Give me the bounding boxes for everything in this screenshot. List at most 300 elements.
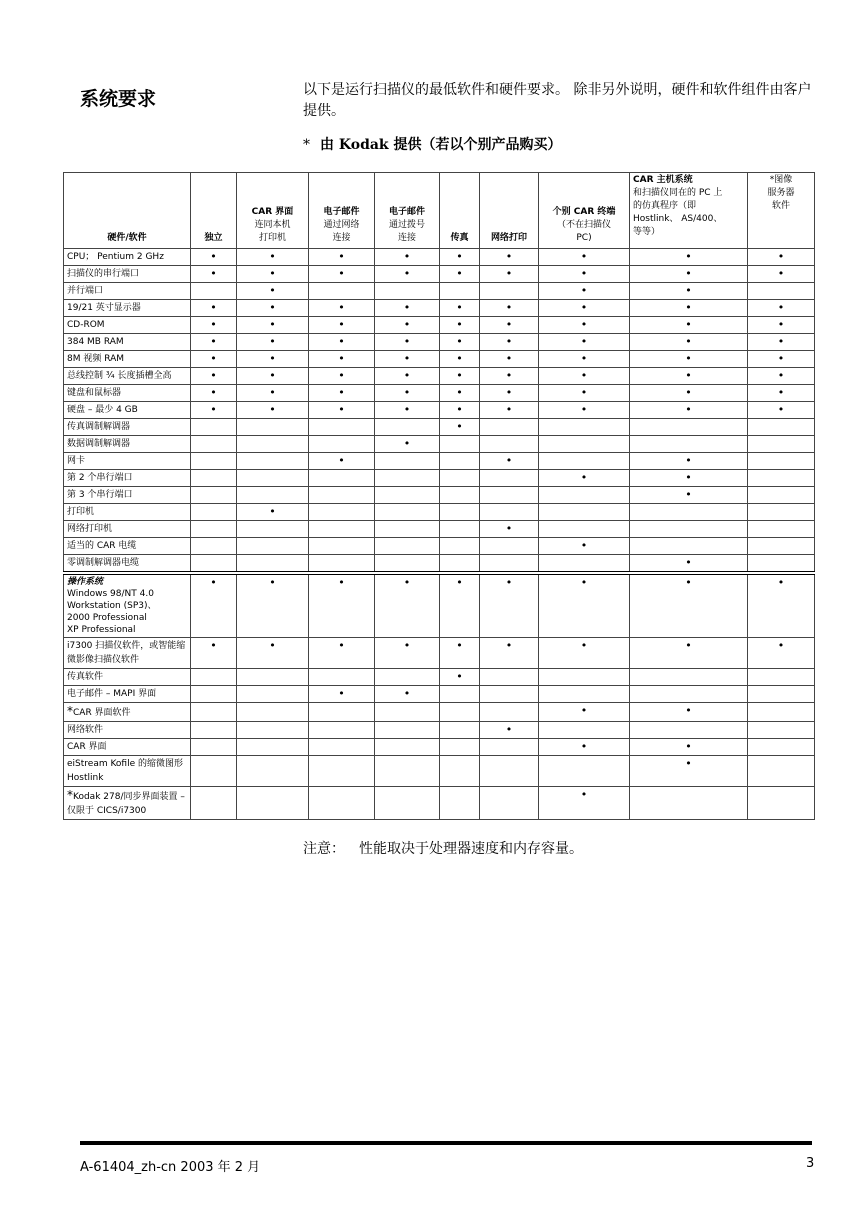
requirement-cell <box>480 368 539 385</box>
requirement-cell <box>309 351 375 368</box>
hardware-label: 传真调制解调器 <box>64 419 191 436</box>
bullet-mark: • <box>210 386 217 399</box>
requirement-cell <box>237 368 309 385</box>
requirement-cell <box>237 334 309 351</box>
requirement-cell <box>191 756 237 787</box>
requirement-cell <box>375 300 440 317</box>
requirement-cell <box>440 385 480 402</box>
bullet-mark: • <box>777 369 785 382</box>
hardware-row <box>64 249 815 266</box>
requirement-cell <box>237 722 309 739</box>
requirement-cell <box>480 334 539 351</box>
requirement-cell <box>539 249 630 266</box>
requirement-cell <box>375 283 440 300</box>
requirement-cell <box>237 300 309 317</box>
column-header-line: 网络打印 <box>490 233 527 243</box>
requirement-cell <box>539 351 630 368</box>
table-body <box>64 249 815 820</box>
software-label-text: CAR 界面 <box>67 742 107 752</box>
bullet-mark: • <box>685 704 692 717</box>
requirement-cell <box>480 686 539 703</box>
os-row <box>64 573 815 638</box>
hardware-row <box>64 385 815 402</box>
asterisk-mark: * <box>303 137 310 153</box>
requirement-cell <box>630 638 748 669</box>
bullet-mark: • <box>685 403 692 416</box>
column-header-line: 的仿真程序（即 <box>633 201 697 211</box>
requirement-cell <box>539 638 630 669</box>
column-header-line: 通过网络 <box>323 220 360 230</box>
bullet-mark: • <box>269 505 276 518</box>
requirement-cell <box>309 385 375 402</box>
bullet-mark: • <box>403 267 411 280</box>
requirement-cell <box>440 504 480 521</box>
os-title: 操作系统 <box>67 577 104 587</box>
requirement-cell <box>630 573 748 638</box>
requirement-cell <box>191 686 237 703</box>
os-line: Workstation (SP3)、 <box>67 601 157 611</box>
bullet-mark: • <box>269 352 276 365</box>
requirement-cell <box>191 555 237 574</box>
hardware-row <box>64 538 815 555</box>
requirement-cell <box>480 573 539 638</box>
bullet-mark: • <box>580 335 588 348</box>
note-text: 性能取决于处理器速度和内存容量。 <box>359 841 583 857</box>
requirement-cell <box>748 436 815 453</box>
hardware-label: 数据调制解调器 <box>64 436 191 453</box>
requirement-cell <box>237 453 309 470</box>
requirement-cell <box>748 638 815 669</box>
requirement-cell <box>440 453 480 470</box>
bullet-mark: • <box>685 488 692 501</box>
bullet-mark: • <box>580 639 588 652</box>
bullet-mark: • <box>403 250 411 263</box>
requirement-cell <box>440 351 480 368</box>
requirements-table <box>63 172 815 820</box>
bullet-mark: • <box>456 369 463 382</box>
bullet-mark: • <box>685 471 692 484</box>
bullet-mark: • <box>456 576 463 589</box>
software-label <box>64 669 191 686</box>
software-label <box>64 756 191 787</box>
requirement-cell <box>191 385 237 402</box>
bullet-mark: • <box>403 369 411 382</box>
requirement-cell <box>630 504 748 521</box>
column-header-line: 连同本机 <box>254 220 291 230</box>
requirement-cell <box>480 300 539 317</box>
requirement-cell <box>309 669 375 686</box>
requirement-cell <box>191 487 237 504</box>
requirement-cell <box>440 487 480 504</box>
bullet-mark: • <box>338 687 345 700</box>
requirement-cell <box>375 787 440 820</box>
bullet-mark: • <box>338 576 345 589</box>
requirement-cell <box>480 787 539 820</box>
requirement-cell <box>237 436 309 453</box>
requirement-cell <box>191 722 237 739</box>
column-header-0 <box>64 173 191 249</box>
requirement-cell <box>375 436 440 453</box>
requirement-cell <box>630 538 748 555</box>
requirement-cell <box>630 739 748 756</box>
asterisk-mark: * <box>67 788 73 802</box>
requirement-cell <box>539 722 630 739</box>
bullet-mark: • <box>580 539 588 552</box>
requirement-cell <box>539 756 630 787</box>
requirement-cell <box>539 739 630 756</box>
column-header-line: CAR 界面 <box>251 207 294 217</box>
hardware-row <box>64 402 815 419</box>
requirement-cell <box>539 521 630 538</box>
bullet-mark: • <box>403 335 411 348</box>
column-header-line: 独立 <box>204 233 223 243</box>
footer-page-number: 3 <box>806 1156 815 1171</box>
requirement-cell <box>309 419 375 436</box>
footer-rule <box>80 1141 812 1145</box>
software-label-text: 传真软件 <box>67 672 104 682</box>
asterisk-mark: * <box>67 704 73 718</box>
bullet-mark: • <box>338 454 345 467</box>
requirement-cell <box>237 638 309 669</box>
requirement-cell <box>539 419 630 436</box>
requirement-cell <box>480 487 539 504</box>
requirement-cell <box>539 453 630 470</box>
bullet-mark: • <box>580 267 588 280</box>
software-row <box>64 739 815 756</box>
requirement-cell <box>440 402 480 419</box>
software-row <box>64 638 815 669</box>
requirement-cell <box>237 385 309 402</box>
requirement-cell <box>748 555 815 574</box>
requirement-cell <box>440 283 480 300</box>
bullet-mark: • <box>777 267 785 280</box>
requirement-cell <box>237 521 309 538</box>
requirement-cell <box>191 368 237 385</box>
column-header-2 <box>237 173 309 249</box>
requirement-cell <box>748 787 815 820</box>
bullet-mark: • <box>685 757 692 770</box>
software-row <box>64 722 815 739</box>
kodak-supplied-text: 由 Kodak 提供（若以个别产品购买） <box>320 137 562 153</box>
requirement-cell <box>309 703 375 722</box>
requirement-cell <box>480 402 539 419</box>
requirement-cell <box>237 470 309 487</box>
bullet-mark: • <box>456 267 463 280</box>
requirement-cell <box>480 351 539 368</box>
requirement-cell <box>480 385 539 402</box>
requirement-cell <box>237 756 309 787</box>
requirement-cell <box>480 703 539 722</box>
requirement-cell <box>309 368 375 385</box>
requirement-cell <box>630 368 748 385</box>
requirement-cell <box>748 453 815 470</box>
requirement-cell <box>191 402 237 419</box>
requirement-cell <box>309 555 375 574</box>
hardware-row <box>64 266 815 283</box>
bullet-mark: • <box>269 386 276 399</box>
requirement-cell <box>748 504 815 521</box>
requirement-cell <box>440 266 480 283</box>
requirement-cell <box>630 470 748 487</box>
requirement-cell <box>539 300 630 317</box>
bullet-mark: • <box>685 386 692 399</box>
requirement-cell <box>440 317 480 334</box>
bullet-mark: • <box>580 369 588 382</box>
bullet-mark: • <box>580 352 588 365</box>
requirement-cell <box>440 756 480 787</box>
requirement-cell <box>480 756 539 787</box>
column-header-7 <box>539 173 630 249</box>
bullet-mark: • <box>210 267 217 280</box>
requirement-cell <box>630 402 748 419</box>
column-header-line: 服务器 <box>767 188 795 198</box>
bullet-mark: • <box>505 639 513 652</box>
requirement-cell <box>539 334 630 351</box>
software-label-text: eiStream Kofile 的缩微图形 Hostlink <box>67 759 183 783</box>
requirement-cell <box>309 453 375 470</box>
bullet-mark: • <box>777 576 785 589</box>
bullet-mark: • <box>685 639 692 652</box>
bullet-mark: • <box>338 403 345 416</box>
hardware-label: CD-ROM <box>64 317 191 334</box>
bullet-mark: • <box>269 576 276 589</box>
bullet-mark: • <box>456 420 463 433</box>
requirement-cell <box>630 521 748 538</box>
column-header-line: *图像 <box>769 175 793 185</box>
requirement-cell <box>440 555 480 574</box>
column-header-1 <box>191 173 237 249</box>
requirement-cell <box>375 334 440 351</box>
bullet-mark: • <box>580 471 588 484</box>
column-header-line: CAR 主机系统 <box>633 175 693 185</box>
column-header-line: PC) <box>576 233 592 243</box>
software-label <box>64 703 191 722</box>
software-label <box>64 638 191 669</box>
requirement-cell <box>237 739 309 756</box>
hardware-label: 网络打印机 <box>64 521 191 538</box>
requirement-cell <box>375 722 440 739</box>
requirement-cell <box>375 739 440 756</box>
requirement-cell <box>309 787 375 820</box>
requirement-cell <box>440 686 480 703</box>
requirement-cell <box>375 249 440 266</box>
requirement-cell <box>539 538 630 555</box>
requirement-cell <box>539 402 630 419</box>
requirement-cell <box>480 283 539 300</box>
requirement-cell <box>191 573 237 638</box>
bullet-mark: • <box>456 670 463 683</box>
requirement-cell <box>440 300 480 317</box>
requirement-cell <box>539 787 630 820</box>
requirement-cell <box>237 669 309 686</box>
requirement-cell <box>375 555 440 574</box>
column-header-line: 打印机 <box>258 233 286 243</box>
requirement-cell <box>375 317 440 334</box>
requirement-cell <box>748 351 815 368</box>
requirement-cell <box>309 573 375 638</box>
bullet-mark: • <box>505 335 513 348</box>
os-label <box>64 573 191 638</box>
bullet-mark: • <box>777 639 785 652</box>
footer-doc-id: A-61404_zh-cn 2003 年 2 月 <box>80 1160 261 1175</box>
requirement-cell <box>630 436 748 453</box>
requirement-cell <box>480 266 539 283</box>
requirement-cell <box>630 756 748 787</box>
bullet-mark: • <box>580 740 588 753</box>
intro-paragraph: 以下是运行扫描仪的最低软件和硬件要求。 除非另外说明，硬件和软件组件由客户提供。 <box>303 82 812 119</box>
bullet-mark: • <box>777 318 785 331</box>
software-row <box>64 787 815 820</box>
requirement-cell <box>630 555 748 574</box>
requirement-cell <box>748 686 815 703</box>
requirement-cell <box>630 722 748 739</box>
bullet-mark: • <box>580 576 588 589</box>
bullet-mark: • <box>685 369 692 382</box>
bullet-mark: • <box>777 352 785 365</box>
column-header-line: （不在扫描仪 <box>556 220 611 230</box>
requirement-cell <box>539 573 630 638</box>
bullet-mark: • <box>403 301 411 314</box>
requirement-cell <box>375 368 440 385</box>
requirement-cell <box>748 385 815 402</box>
bullet-mark: • <box>338 267 345 280</box>
bullet-mark: • <box>269 639 276 652</box>
requirement-cell <box>748 487 815 504</box>
hardware-row <box>64 555 815 574</box>
requirement-cell <box>539 283 630 300</box>
bullet-mark: • <box>338 639 345 652</box>
requirement-cell <box>630 703 748 722</box>
column-header-line: 个别 CAR 终端 <box>552 207 616 217</box>
bullet-mark: • <box>685 284 692 297</box>
hardware-row <box>64 368 815 385</box>
hardware-row <box>64 470 815 487</box>
requirement-cell <box>440 739 480 756</box>
bullet-mark: • <box>338 369 345 382</box>
bullet-mark: • <box>777 403 785 416</box>
requirement-cell <box>630 686 748 703</box>
requirement-cell <box>191 419 237 436</box>
bullet-mark: • <box>580 250 588 263</box>
requirement-cell <box>440 638 480 669</box>
hardware-row <box>64 351 815 368</box>
hardware-label: 硬盘 – 最少 4 GB <box>64 402 191 419</box>
requirement-cell <box>375 521 440 538</box>
column-header-line: 连接 <box>332 233 351 243</box>
bullet-mark: • <box>338 250 345 263</box>
requirement-cell <box>191 453 237 470</box>
os-line: Windows 98/NT 4.0 <box>67 589 154 599</box>
requirement-cell <box>480 669 539 686</box>
hardware-label: 扫描仪的串行端口 <box>64 266 191 283</box>
requirement-cell <box>237 487 309 504</box>
requirement-cell <box>191 504 237 521</box>
requirement-cell <box>375 703 440 722</box>
bullet-mark: • <box>580 704 588 717</box>
column-header-line: 软件 <box>771 201 790 211</box>
hardware-label: 并行端口 <box>64 283 191 300</box>
requirement-cell <box>375 756 440 787</box>
requirement-cell <box>630 487 748 504</box>
hardware-row <box>64 453 815 470</box>
requirement-cell <box>539 368 630 385</box>
requirement-cell <box>237 317 309 334</box>
bullet-mark: • <box>210 301 217 314</box>
bullet-mark: • <box>338 352 345 365</box>
requirement-cell <box>440 334 480 351</box>
hardware-label: 19/21 英寸显示器 <box>64 300 191 317</box>
bullet-mark: • <box>403 352 411 365</box>
requirement-cell <box>440 249 480 266</box>
column-header-line: 电子邮件 <box>388 207 425 217</box>
requirement-cell <box>191 787 237 820</box>
hardware-row <box>64 521 815 538</box>
requirement-cell <box>309 487 375 504</box>
requirement-cell <box>191 283 237 300</box>
requirement-cell <box>480 419 539 436</box>
hardware-row <box>64 487 815 504</box>
requirement-cell <box>309 521 375 538</box>
hardware-row <box>64 436 815 453</box>
bullet-mark: • <box>777 386 785 399</box>
bullet-mark: • <box>403 437 411 450</box>
bullet-mark: • <box>456 352 463 365</box>
bullet-mark: • <box>580 788 588 801</box>
bullet-mark: • <box>269 335 276 348</box>
bullet-mark: • <box>403 687 411 700</box>
column-header-5 <box>440 173 480 249</box>
requirement-cell <box>480 436 539 453</box>
requirement-cell <box>539 669 630 686</box>
column-header-9 <box>748 173 815 249</box>
hardware-label: 适当的 CAR 电缆 <box>64 538 191 555</box>
requirement-cell <box>748 249 815 266</box>
requirement-cell <box>191 521 237 538</box>
requirement-cell <box>237 504 309 521</box>
bullet-mark: • <box>777 301 785 314</box>
requirement-cell <box>480 739 539 756</box>
requirement-cell <box>191 703 237 722</box>
bullet-mark: • <box>580 301 588 314</box>
requirement-cell <box>375 351 440 368</box>
requirement-cell <box>630 385 748 402</box>
requirement-cell <box>480 317 539 334</box>
requirement-cell <box>191 249 237 266</box>
requirement-cell <box>630 787 748 820</box>
requirement-cell <box>748 317 815 334</box>
requirement-cell <box>630 283 748 300</box>
note-label: 注意： <box>303 841 345 857</box>
requirement-cell <box>748 756 815 787</box>
requirement-cell <box>539 385 630 402</box>
bullet-mark: • <box>403 576 411 589</box>
requirement-cell <box>480 638 539 669</box>
requirement-cell <box>375 669 440 686</box>
software-label-text: 电子邮件 – MAPI 界面 <box>67 689 157 699</box>
hardware-row <box>64 419 815 436</box>
bullet-mark: • <box>685 352 692 365</box>
requirement-cell <box>375 573 440 638</box>
requirement-cell <box>440 470 480 487</box>
requirement-cell <box>309 402 375 419</box>
software-label <box>64 722 191 739</box>
requirement-cell <box>375 638 440 669</box>
table-header <box>64 173 815 249</box>
requirement-cell <box>309 317 375 334</box>
bullet-mark: • <box>269 369 276 382</box>
requirement-cell <box>630 669 748 686</box>
requirement-cell <box>237 351 309 368</box>
